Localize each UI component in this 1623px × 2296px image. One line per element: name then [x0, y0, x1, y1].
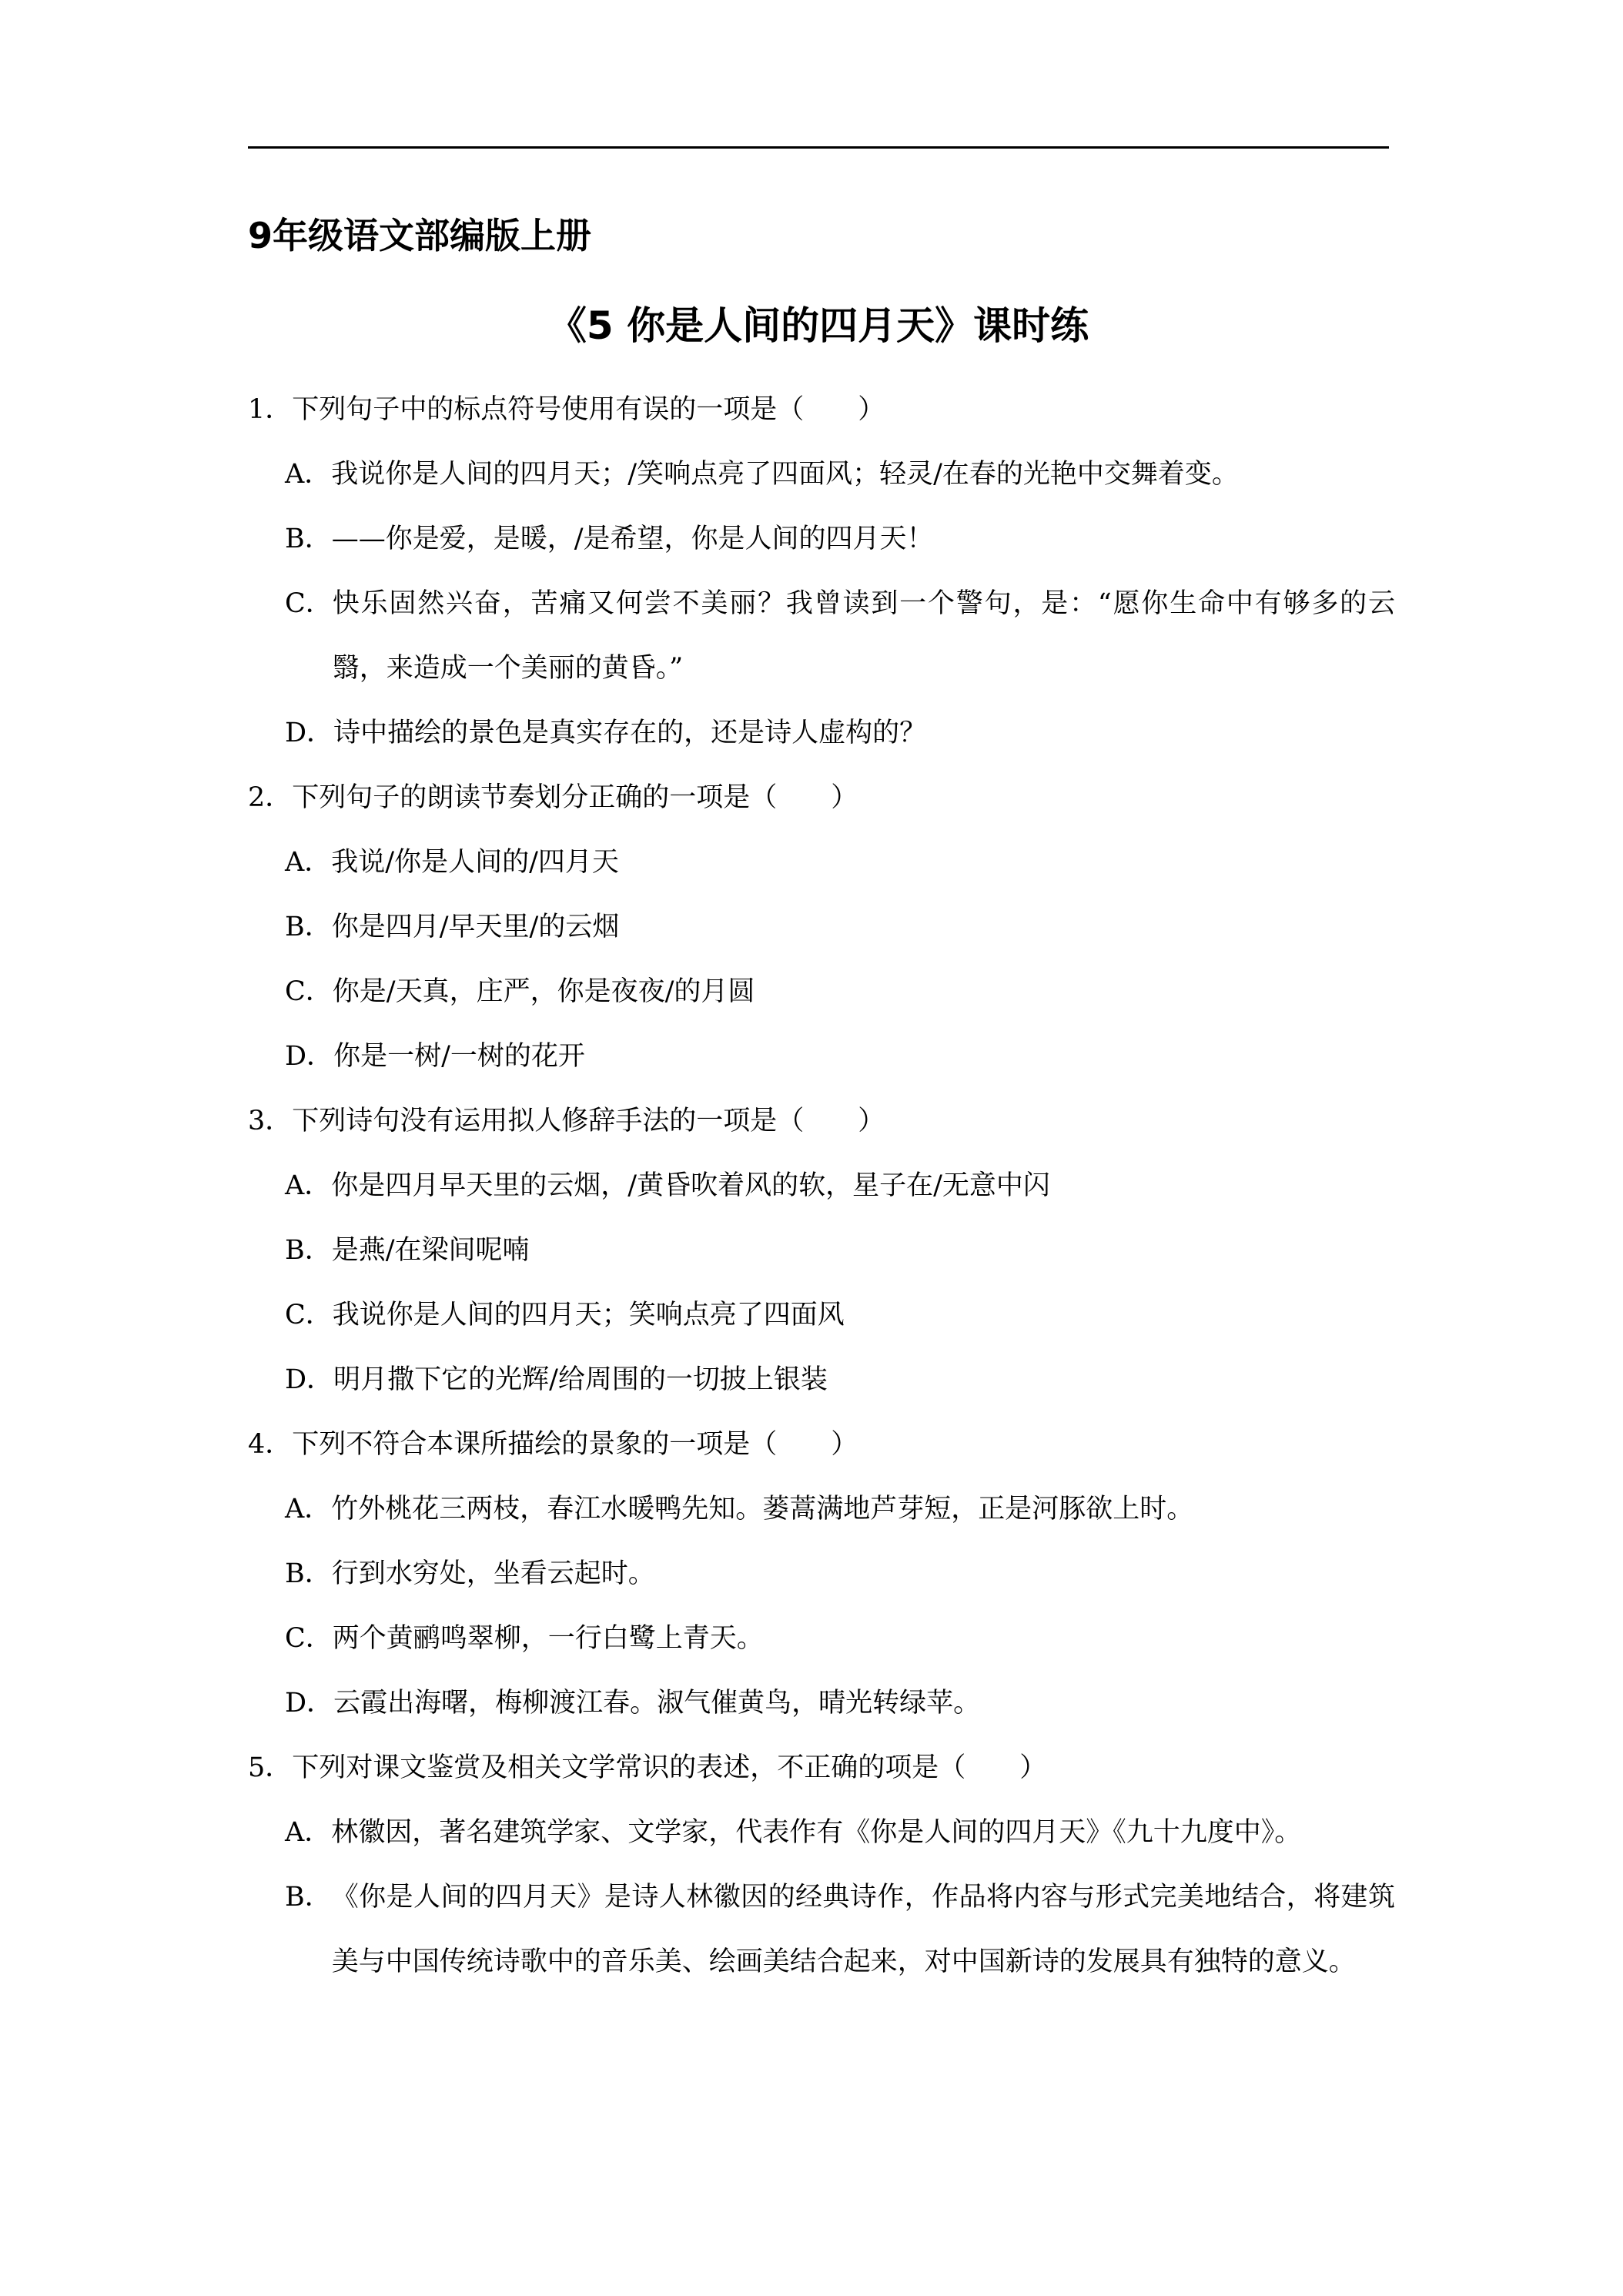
option-c [285, 571, 1395, 701]
question-4 [248, 1412, 1395, 1735]
option-text: 云霞出海曙，梅柳渡江春。淑气催黄鸟，晴光转绿苹。 [333, 1688, 981, 1719]
option-letter: A． [285, 847, 332, 878]
option-text: 是燕/在梁间呢喃 [331, 1235, 530, 1266]
option-b [285, 1865, 1395, 1994]
option-b [285, 895, 1395, 959]
option-text: 竹外桃花三两枝，春江水暖鸭先知。蒌蒿满地芦芽短，正是河豚欲上时。 [331, 1494, 1194, 1525]
option-text: 林徽因，著名建筑学家、文学家，代表作有《你是人间的四月天》《九十九度中》。 [331, 1817, 1302, 1848]
option-letter: D． [285, 1688, 334, 1719]
option-letter: A． [285, 459, 332, 490]
option-letter: B． [285, 1235, 332, 1266]
option-letter: C． [285, 1623, 333, 1654]
question-stem: 4．下列不符合本课所描绘的景象的一项是（ ） [248, 1429, 858, 1460]
question-5 [248, 1735, 1395, 1994]
option-c [285, 1283, 1395, 1347]
option-letter: D． [285, 718, 334, 748]
option-a [285, 830, 1395, 895]
option-c [285, 959, 1395, 1024]
option-d [285, 1671, 1395, 1735]
document-subtitle: 9年级语文部编版上册 [248, 215, 592, 256]
question-list [248, 377, 1395, 1994]
option-letter: C． [285, 588, 333, 619]
option-c [285, 1606, 1395, 1671]
option-text: 行到水穷处，坐看云起时。 [331, 1558, 655, 1589]
option-letter: B． [285, 524, 332, 554]
option-a [285, 442, 1395, 507]
option-letter: D． [285, 1041, 334, 1072]
option-letter: B． [285, 1882, 332, 1913]
option-a [285, 1477, 1395, 1541]
option-text: 两个黄鹂鸣翠柳，一行白鹭上青天。 [332, 1623, 764, 1654]
option-text: 明月撒下它的光辉/给周围的一切披上银装 [333, 1364, 828, 1395]
option-letter: C． [285, 1300, 333, 1330]
option-text: ——你是爱，是暖，/是希望，你是人间的四月天！ [331, 524, 934, 554]
option-text: 诗中描绘的景色是真实存在的，还是诗人虚构的？ [333, 718, 927, 748]
question-stem: 2．下列句子的朗读节奏划分正确的一项是（ ） [248, 782, 858, 813]
option-text: 《你是人间的四月天》是诗人林徽因的经典诗作，作品将内容与形式完美地结合，将建筑美与中国传统诗歌中的音乐美、绘画美结合起来，对中国新诗的发展具有独特的意义。 [331, 1882, 1395, 1977]
option-d [285, 701, 1395, 765]
option-text: 快乐固然兴奋，苦痛又何尝不美丽？我曾读到一个警句，是：“愿你生命中有够多的云翳，来造成一个美丽的黄昏。” [332, 588, 1395, 684]
option-text: 我说你是人间的四月天；笑响点亮了四面风 [332, 1300, 845, 1330]
question-1 [248, 377, 1395, 765]
question-stem: 1．下列句子中的标点符号使用有误的一项是（ ） [248, 394, 885, 425]
option-text: 你是四月早天里的云烟，/黄昏吹着风的软，星子在/无意中闪 [331, 1170, 1050, 1201]
document-title: 《5 你是人间的四月天》课时练 [547, 303, 1089, 348]
option-letter: A． [285, 1817, 332, 1848]
option-d [285, 1347, 1395, 1412]
option-letter: B． [285, 1558, 332, 1589]
option-a [285, 1800, 1395, 1865]
option-letter: D． [285, 1364, 334, 1395]
option-text: 你是一树/一树的花开 [333, 1041, 585, 1072]
option-b [285, 1541, 1395, 1606]
option-letter: A． [285, 1494, 332, 1525]
option-text: 你是四月/早天里/的云烟 [331, 912, 620, 942]
question-3 [248, 1089, 1395, 1412]
option-b [285, 507, 1395, 571]
question-stem: 3．下列诗句没有运用拟人修辞手法的一项是（ ） [248, 1106, 885, 1136]
question-2 [248, 765, 1395, 1089]
option-text: 我说/你是人间的/四月天 [331, 847, 619, 878]
option-letter: C． [285, 976, 333, 1007]
option-text: 你是/天真，庄严，你是夜夜/的月圆 [332, 976, 755, 1007]
option-d [285, 1024, 1395, 1089]
option-b [285, 1218, 1395, 1283]
option-a [285, 1153, 1395, 1218]
option-letter: B． [285, 912, 332, 942]
option-letter: A． [285, 1170, 332, 1201]
question-stem: 5．下列对课文鉴赏及相关文学常识的表述，不正确的项是（ ） [248, 1752, 1047, 1783]
option-text: 我说你是人间的四月天；/笑响点亮了四面风；轻灵/在春的光艳中交舞着变。 [331, 459, 1239, 490]
header-rule [248, 146, 1389, 149]
